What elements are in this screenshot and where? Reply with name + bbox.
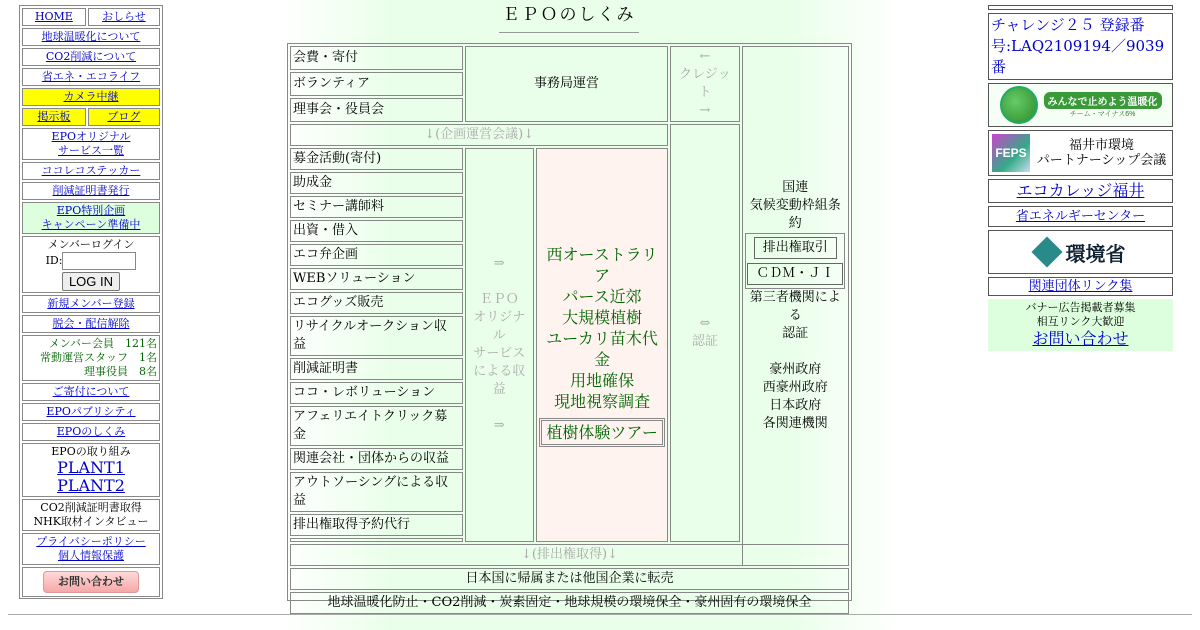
- revenue-item: アフェリエイトクリック募金: [290, 406, 463, 446]
- nav-blog-link[interactable]: ブログ: [107, 110, 141, 123]
- feps-line-2: パートナーシップ会議: [1036, 153, 1167, 168]
- nav-epo-original-link-2[interactable]: サービス一覧: [58, 144, 124, 157]
- emission-trade-box: 排出権取引: [754, 237, 837, 259]
- nav-cocoreco-link[interactable]: ココレコステッカー: [41, 164, 141, 177]
- revenue-item: リサイクルオークション収益: [290, 316, 463, 356]
- revenue-item: 助成金: [290, 172, 463, 194]
- revenue-item: 募金活動(寄付): [290, 148, 463, 170]
- nav-blog[interactable]: [88, 108, 160, 126]
- feps-line-1: 福井市環境: [1068, 138, 1134, 153]
- nav-register-link[interactable]: 新規メンバー登録: [47, 297, 135, 310]
- revenue-item: 関連会社・団体からの収益: [290, 448, 463, 470]
- planting-line-6: 現地視察調査: [554, 391, 651, 411]
- epo-text-1: ＥＰＯ: [479, 292, 519, 307]
- moe-logo-icon: [1031, 236, 1062, 267]
- epo-text-2: オリジナル: [473, 310, 526, 343]
- team-minus6-text: [1044, 92, 1162, 119]
- gov-japan: 日本政府: [769, 398, 822, 413]
- nav-donation-link[interactable]: ご寄付について: [52, 385, 130, 398]
- co2-cert-info: [22, 499, 160, 531]
- epo-text-3: サービス: [473, 346, 526, 361]
- credit-label: クレジット: [679, 67, 731, 100]
- nav-bbs-link[interactable]: 掲示板: [37, 110, 71, 123]
- planting-line-4: ユーカリ苗木代金: [546, 328, 658, 369]
- nav-co2-reduction[interactable]: [22, 48, 160, 66]
- login-button[interactable]: LOG IN: [62, 272, 120, 291]
- un-label: 国連: [782, 180, 809, 195]
- nav-global-warming-link[interactable]: 地球温暖化について: [41, 30, 141, 43]
- nav-mechanism[interactable]: [22, 423, 160, 441]
- revenue-item: アウトソーシングによる収益: [290, 472, 463, 512]
- page-title: ＥＰＯのしくみ: [499, 0, 639, 33]
- box-certification: [670, 124, 739, 542]
- nav-news[interactable]: [88, 8, 160, 26]
- nav-epo-original[interactable]: [22, 128, 160, 160]
- revenue-item: WEBソリューション: [290, 268, 463, 290]
- nav-privacy[interactable]: [22, 533, 160, 565]
- gov-agencies: 各関連機関: [762, 416, 828, 431]
- box-credit: [670, 46, 739, 122]
- bottom-divider: [8, 614, 1192, 615]
- officer-count: 理事役員 8名: [84, 365, 157, 378]
- box-goals: 地球温暖化防止・CO2削減・炭素固定・地球規模の環境保全・豪州固有の環境保全: [290, 592, 849, 614]
- nav-bbs[interactable]: [22, 108, 86, 126]
- planting-line-1: 西オーストラリア: [546, 244, 658, 285]
- nav-epo-original-link-1[interactable]: EPOオリジナル: [51, 130, 131, 143]
- energy-center-box[interactable]: [988, 206, 1173, 227]
- nav-donation[interactable]: [22, 383, 160, 401]
- emission-acquire-arrow: ↓(排出権取得)↓: [290, 544, 849, 566]
- nav-eco-life-link[interactable]: 省エネ・エコライフ: [41, 70, 141, 83]
- planting-line-2: パース近郊: [562, 286, 642, 306]
- nav-publicity[interactable]: [22, 403, 160, 421]
- revenue-item: 削減証明書: [290, 358, 463, 380]
- team-minus6-sub: チーム・マイナス6%: [1069, 110, 1136, 118]
- login-id-label: ID:: [45, 254, 63, 267]
- nav-campaign[interactable]: [22, 202, 160, 234]
- moe-banner[interactable]: [988, 230, 1173, 274]
- right-contact-link[interactable]: お問い合わせ: [1032, 329, 1129, 348]
- epo-arrow-bottom-icon: ⇒: [493, 418, 505, 433]
- nav-certificate[interactable]: [22, 182, 160, 200]
- ad-line-2: 相互リンク大歓迎: [1036, 315, 1125, 328]
- ad-recruit-box: [988, 299, 1173, 351]
- feps-text: [1034, 138, 1169, 168]
- diagram-table: [288, 44, 851, 616]
- nav-campaign-link-2[interactable]: キャンペーン準備中: [41, 218, 141, 231]
- feps-banner[interactable]: [988, 130, 1173, 176]
- cert-label: 認証: [691, 334, 718, 349]
- nav-unsubscribe[interactable]: [22, 315, 160, 333]
- challenge25-banner[interactable]: チャレンジ２５ 登録番号:LAQ2109194／9039番: [988, 13, 1173, 80]
- box-volunteer: ボランティア: [290, 72, 463, 96]
- staff-count: 常動運営スタッフ 1名: [40, 351, 157, 364]
- cdm-ji-box: ＣＤＭ・ＪＩ: [747, 263, 843, 285]
- box-board: 理事会・役員会: [290, 98, 463, 122]
- nav-certificate-link[interactable]: 削減証明書発行: [52, 184, 130, 197]
- nav-unsubscribe-link[interactable]: 脱会・配信解除: [52, 317, 130, 330]
- nav-home-link[interactable]: HOME: [34, 10, 73, 23]
- box-secretariat: 事務局運営: [465, 46, 669, 122]
- feps-logo: FEPS: [992, 134, 1030, 172]
- nav-camera[interactable]: [22, 88, 160, 106]
- related-links-link[interactable]: 関連団体リンク集: [1028, 279, 1133, 294]
- globe-icon: [1000, 86, 1038, 124]
- planning-meeting-arrow: ↓(企画運営会議)↓: [290, 124, 668, 146]
- nav-news-link[interactable]: おしらせ: [102, 10, 146, 23]
- team-minus6-title: みんなで止めよう温暖化: [1044, 92, 1162, 109]
- nav-co2-reduction-link[interactable]: CO2削減について: [45, 50, 137, 63]
- credit-arrow-left-icon: ←: [699, 49, 711, 64]
- nav-register[interactable]: [22, 295, 160, 313]
- efforts-title: EPOの取り組み: [51, 445, 131, 458]
- energy-center-link[interactable]: 省エネルギーセンター: [1015, 209, 1146, 224]
- member-count: メンバー会員 121名: [48, 337, 157, 350]
- box-fees: 会費・寄付: [290, 46, 463, 70]
- third-party-label-1: 第三者機関による: [749, 290, 841, 323]
- team-minus6-banner[interactable]: [988, 83, 1173, 127]
- login-id-input[interactable]: [62, 252, 136, 270]
- right-banners: [988, 5, 1173, 348]
- nav-eco-life[interactable]: [22, 68, 160, 86]
- co2-cert-line-2: NHK取材インタビュー: [33, 515, 149, 528]
- nav-camera-link[interactable]: カメラ中継: [63, 90, 119, 103]
- ad-line-1: バナー広告掲載者募集: [1025, 301, 1136, 314]
- box-transfer: 日本国に帰属または他国企業に転売: [290, 568, 849, 590]
- planting-tour-box: 植樹体験ツアー: [539, 418, 665, 447]
- revenue-item: 出資・借入: [290, 220, 463, 242]
- nav-efforts: [22, 443, 160, 497]
- planting-line-5: 用地確保: [570, 370, 635, 390]
- moe-label: 環境省: [1065, 241, 1126, 266]
- unfccc-label: 気候変動枠組条約: [749, 198, 841, 231]
- revenue-item: エコ弁企画: [290, 244, 463, 266]
- nav-mechanism-link[interactable]: EPOのしくみ: [56, 425, 126, 438]
- box-epo-revenue: [465, 148, 534, 542]
- nav-plant1-link[interactable]: PLANT1: [57, 458, 125, 477]
- third-party-label-2: 認証: [782, 326, 809, 341]
- revenue-item: 排出権取得予約代行: [290, 514, 463, 536]
- related-links-box[interactable]: [988, 277, 1173, 296]
- planting-line-3: 大規模植樹: [562, 307, 643, 327]
- login-panel: [22, 236, 160, 293]
- gov-australia: 豪州政府: [769, 362, 822, 377]
- epo-mechanism-diagram: [287, 43, 852, 610]
- epo-arrow-top-icon: ⇒: [493, 256, 505, 271]
- right-top-bar: [988, 5, 1173, 10]
- nav-privacy-link-2[interactable]: 個人情報保護: [58, 549, 124, 562]
- nav-publicity-link[interactable]: EPOパブリシティ: [46, 405, 136, 418]
- nav-home[interactable]: [22, 8, 86, 26]
- nav-global-warming[interactable]: [22, 28, 160, 46]
- nav-cocoreco[interactable]: [22, 162, 160, 180]
- nav-privacy-link-1[interactable]: プライバシーポリシー: [36, 535, 146, 548]
- revenue-item: ココ・レボリューション: [290, 382, 463, 404]
- box-un: [742, 46, 849, 566]
- revenue-item: セミナー講師料: [290, 196, 463, 218]
- nav-table: [20, 6, 162, 599]
- revenue-item: エコグッズ販売: [290, 292, 463, 314]
- left-navigation: [19, 5, 163, 599]
- cert-arrow-icon: ⇔: [699, 316, 711, 331]
- nav-campaign-link-1[interactable]: EPO特別企画: [56, 204, 126, 217]
- un-inner-boxes: [745, 233, 845, 289]
- revenue-spacer: [290, 538, 463, 542]
- contact-button[interactable]: お問い合わせ: [43, 571, 139, 593]
- eco-college-link[interactable]: エコカレッジ福井: [1016, 181, 1145, 200]
- member-counts: [22, 335, 160, 381]
- co2-cert-line-1: CO2削減証明書取得: [40, 501, 142, 514]
- eco-college-box[interactable]: [988, 179, 1173, 203]
- box-planting: [536, 148, 668, 542]
- nav-plant2-link[interactable]: PLANT2: [57, 476, 125, 495]
- credit-arrow-right-icon: →: [699, 103, 711, 118]
- gov-wa: 西豪州政府: [762, 380, 828, 395]
- epo-text-4: による収益: [473, 364, 526, 397]
- nav-contact: [22, 567, 160, 597]
- login-title: メンバーログイン: [47, 238, 135, 251]
